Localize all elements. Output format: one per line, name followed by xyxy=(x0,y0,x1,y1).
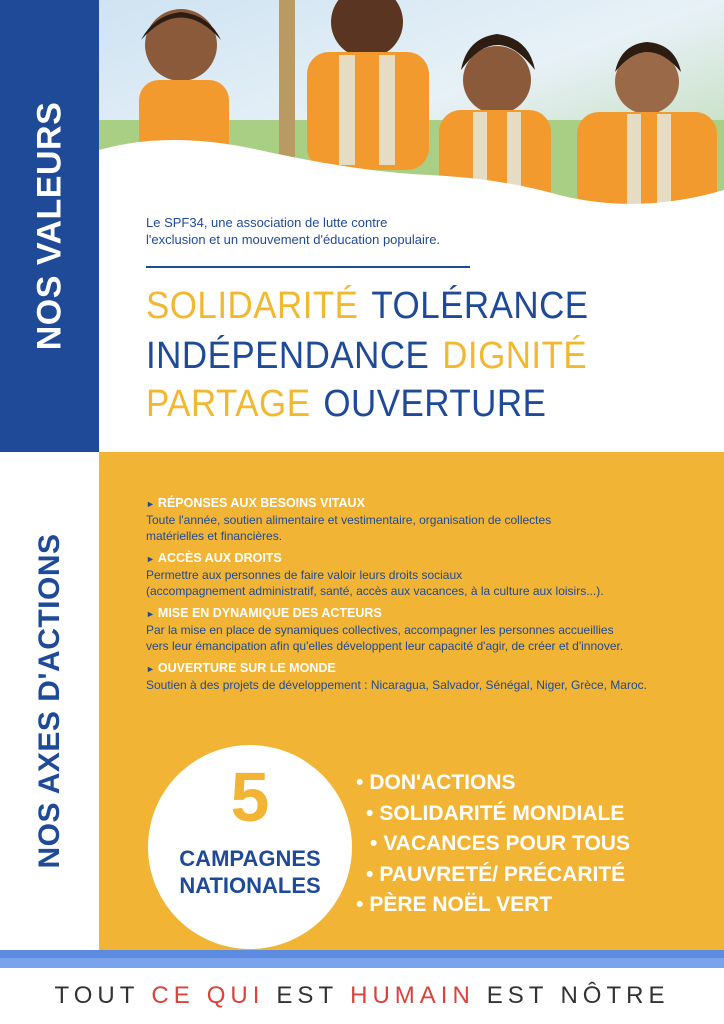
intro-text xyxy=(146,214,486,248)
axis-heading: MISE EN DYNAMIQUE DES ACTEURS xyxy=(157,606,382,620)
arrow-icon: ► xyxy=(146,664,155,674)
divider xyxy=(146,266,470,268)
value-solidarite: SOLIDARITÉ xyxy=(146,285,359,327)
campaign-label: PAUVRETÉ/ PRÉCARITÉ xyxy=(379,862,626,886)
list-item xyxy=(146,660,706,693)
campaigns-badge xyxy=(148,745,352,949)
motto xyxy=(0,982,724,1010)
value-independance: INDÉPENDANCE xyxy=(146,335,430,377)
footer xyxy=(0,968,724,1024)
footer-stripe-light xyxy=(0,958,724,968)
campaign-label: SOLIDARITÉ MONDIALE xyxy=(379,801,625,825)
motto-word: TOUT xyxy=(54,982,140,1009)
campaign-label: DON'ACTIONS xyxy=(369,771,516,794)
campaign-item xyxy=(356,768,696,799)
bullet-icon: • xyxy=(366,801,374,825)
children-photo xyxy=(99,0,724,215)
motto-word: CE xyxy=(151,982,195,1009)
values-line-3 xyxy=(146,381,559,427)
campaign-item xyxy=(356,890,696,921)
campaign-item xyxy=(356,860,696,891)
bullet-icon: • xyxy=(356,893,364,916)
list-item xyxy=(146,605,706,654)
axis-description: Par la mise en place de synamiques collectives, accompagner les personnes accueillies vers leur émancipation afin qu'elles développent leur capacité d'agir, de créer et d'innover. xyxy=(146,623,624,653)
motto-word: EST xyxy=(276,982,339,1009)
value-dignite: DIGNITÉ xyxy=(442,335,588,377)
list-item xyxy=(146,550,706,599)
axis-heading: ACCÈS AUX DROITS xyxy=(157,551,282,565)
axis-heading: RÉPONSES AUX BESOINS VITAUX xyxy=(157,496,365,510)
values-line-2 xyxy=(146,333,600,379)
axis-description: Toute l'année, soutien alimentaire et vestimentaire, organisation de collectes matérielles et financières. xyxy=(146,513,552,543)
campaign-label: PÈRE NOËL VERT xyxy=(369,893,553,916)
campaigns-label: CAMPAGNES NATIONALES xyxy=(179,846,321,898)
bullet-icon: • xyxy=(366,862,374,886)
motto-word: EST xyxy=(486,982,549,1009)
value-ouverture: OUVERTURE xyxy=(323,383,547,425)
bullet-icon: • xyxy=(370,832,378,855)
arrow-icon: ► xyxy=(146,609,155,619)
value-tolerance: TOLÉRANCE xyxy=(371,285,589,327)
arrow-icon: ► xyxy=(146,554,155,564)
campaign-item xyxy=(356,829,696,860)
motto-word: NÔTRE xyxy=(560,982,670,1009)
list-item xyxy=(146,495,706,544)
axes-title: NOS AXES D'ACTIONS xyxy=(32,533,66,869)
values-line-1 xyxy=(146,283,601,329)
motto-word: HUMAIN xyxy=(350,982,475,1009)
campaign-item xyxy=(356,799,696,830)
axis-heading: OUVERTURE SUR LE MONDE xyxy=(157,661,336,675)
axis-description: Permettre aux personnes de faire valoir leurs droits sociaux (accompagnement administratif, santé, accès aux vacances, à la culture aux loisirs...). xyxy=(146,568,604,598)
motto-word: QUI xyxy=(206,982,265,1009)
values-title: NOS VALEURS xyxy=(30,101,68,351)
campaigns-count: 5 xyxy=(230,758,270,836)
values-band xyxy=(0,0,99,452)
axes-list xyxy=(146,495,706,699)
arrow-icon: ► xyxy=(146,499,155,509)
value-partage: PARTAGE xyxy=(146,383,311,425)
campaigns-list xyxy=(356,768,696,921)
axes-band xyxy=(0,452,99,950)
intro-paragraph: Le SPF34, une association de lutte contre l'exclusion et un mouvement d'éducation populaire. xyxy=(146,215,441,247)
bullet-icon: • xyxy=(356,771,364,794)
campaign-label: VACANCES POUR TOUS xyxy=(383,832,630,855)
axis-description: Soutien à des projets de développement : Nicaragua, Salvador, Sénégal, Niger, Grèce, Maroc. xyxy=(146,678,647,692)
